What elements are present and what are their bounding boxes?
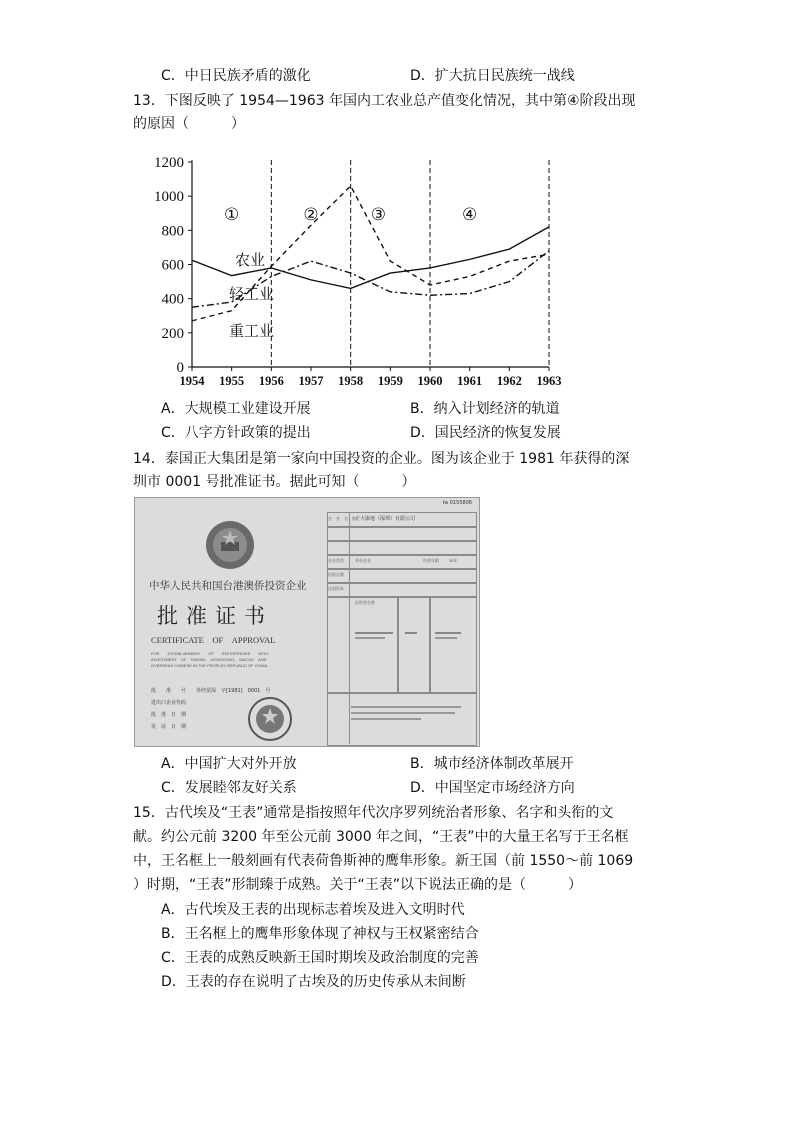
certificate-form — [325, 498, 479, 746]
x-tick-label: 1954 — [179, 374, 205, 388]
q14-option-c: C．发展睦邻友好关系 — [161, 780, 297, 796]
certificate-en-line3: OVERSEAS CHINESE IN THE PEOPLES REPUBLIC OF CHINA — [151, 663, 268, 668]
certificate-en-line2: INVESTMENT OF TAIWAN, HONGKONG, MACAO AND — [151, 657, 267, 662]
certificate-field-name: 企 业 名 称 — [328, 516, 356, 521]
certificate-field-term: 经营年限 — [423, 558, 439, 563]
q14-stem-line1: 14．泰国正大集团是第一家向中国投资的企业。图为该企业于 1981 年获得的深 — [133, 451, 630, 467]
q15-stem-line3: 中，王名框上一般刻画有代表荷鲁斯神的鹰隼形象。新王国（前 1550～前 1069 — [133, 853, 634, 869]
certificate-title-big: 批准证书 — [157, 604, 273, 628]
q12-option-d: D．扩大抗日民族统一战线 — [410, 68, 575, 84]
certificate-en-line1: FOR ESTABLISHMENT OF ENTERPRISES WITH — [151, 651, 269, 656]
q13-option-a: A．大规模工业建设开展 — [161, 401, 311, 417]
certificate-approve-date: 批 准 日 期 — [151, 712, 187, 718]
x-tick-label: 1963 — [536, 374, 562, 388]
series-name-label: 重工业 — [229, 324, 275, 340]
q15-stem-line2: 献。约公元前 3200 年至公元前 3000 年之间，“王表”中的大量王名写于王名框 — [133, 829, 629, 845]
y-tick-label: 0 — [176, 360, 184, 376]
certificate-type-value: 外资企业 — [355, 558, 371, 563]
q13-option-d: D．国民经济的恢复发展 — [410, 425, 561, 441]
q14-option-a: A．中国扩大对外开放 — [161, 756, 297, 772]
y-tick-label: 600 — [161, 257, 184, 274]
official-seal-icon — [247, 696, 293, 742]
y-tick-label: 1200 — [154, 155, 184, 171]
stage-label: ③ — [370, 205, 387, 224]
series-name-label: 农业 — [235, 253, 266, 269]
certificate-field-investment: 投资总额 — [328, 572, 344, 577]
q14-stem-line2: 圳市 0001 号批准证书。据此可知（ ） — [133, 474, 416, 490]
y-tick-label: 200 — [161, 325, 184, 342]
q15-option-c: C．王表的成熟反映新王国时期埃及政治制度的完善 — [161, 950, 479, 966]
certificate-field-investor: 投资者名称 — [355, 600, 375, 605]
q15-stem-line4: ）时期，“王表”形制臻于成熟。关于“王表”以下说法正确的是（ ） — [133, 877, 583, 893]
y-tick-label: 400 — [161, 291, 184, 308]
x-tick-label: 1959 — [377, 374, 403, 388]
certificate-code: 进出口企业代码 — [151, 700, 187, 706]
stage-label: ② — [303, 205, 319, 224]
x-tick-label: 1958 — [338, 374, 364, 388]
certificate-term-value: 30年 — [449, 558, 458, 563]
national-emblem-icon — [201, 518, 259, 572]
q13-line-chart — [132, 148, 592, 396]
x-tick-label: 1962 — [496, 374, 522, 388]
stage-label: ④ — [462, 205, 478, 224]
certificate-serial: № 0155806 — [443, 500, 473, 506]
certificate-field-type: 企业类型 — [328, 558, 344, 563]
y-tick-label: 1000 — [154, 189, 184, 206]
q15-option-d: D．王表的存在说明了古埃及的历史传承从未间断 — [161, 974, 466, 990]
certificate-cover — [135, 498, 325, 746]
certificate-field-capital: 注册资本 — [328, 586, 344, 591]
stage-label: ① — [224, 205, 240, 224]
certificate-issue-date: 发 证 日 期 — [151, 724, 187, 730]
certificate-title-en: CERTIFICATE OF APPROVAL — [151, 635, 276, 645]
x-tick-label: 1961 — [457, 374, 483, 388]
certificate-company-name: 正大康地（深圳）有限公司 — [355, 516, 416, 522]
q15-option-a: A．古代埃及王表的出现标志着埃及进入文明时代 — [161, 902, 465, 918]
q14-option-d: D．中国坚定市场经济方向 — [410, 780, 575, 796]
q13-option-b: B．纳入计划经济的轨道 — [410, 401, 560, 417]
certificate-title-small: 中华人民共和国台港澳侨投资企业 — [149, 580, 307, 592]
q15-stem-line1: 15．古代埃及“王表”通常是指按照年代次序罗列统治者形象、名字和头衔的文 — [133, 805, 614, 821]
q15-option-b: B．王名框上的鹰隼形象体现了神权与王权紧密结合 — [161, 926, 479, 942]
q12-option-c: C．中日民族矛盾的激化 — [161, 68, 311, 84]
q13-stem-line2: 的原因（ ） — [133, 116, 245, 132]
series-name-label: 轻工业 — [229, 287, 275, 303]
q14-option-b: B．城市经济体制改革展开 — [410, 756, 574, 772]
y-tick-label: 800 — [161, 223, 184, 240]
x-tick-label: 1957 — [298, 374, 324, 388]
approval-certificate-photo — [134, 497, 480, 747]
q13-stem-line1: 13．下图反映了 1954—1963 年国内工农业总产值变化情况，其中第④阶段出现 — [133, 93, 636, 109]
x-tick-label: 1956 — [258, 374, 284, 388]
x-tick-label: 1960 — [417, 374, 443, 388]
certificate-approval-no: 批 准 号 外经贸深 字[1981] 0001 号 — [151, 688, 271, 694]
x-tick-label: 1955 — [219, 374, 245, 388]
q13-option-c: C．八字方针政策的提出 — [161, 425, 311, 441]
